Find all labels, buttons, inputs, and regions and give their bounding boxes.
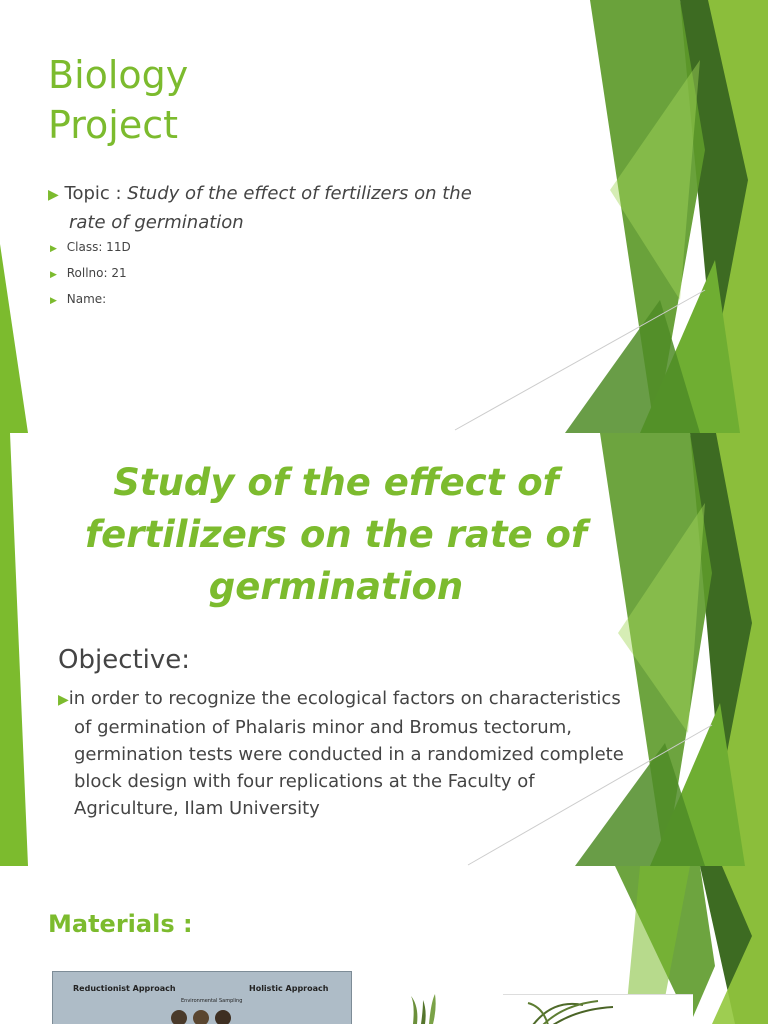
materials-heading: Materials : xyxy=(48,910,193,938)
title-line-2: fertilizers on the rate of xyxy=(85,513,587,556)
triangle-right-icon: ▶ xyxy=(48,187,59,203)
body-line-1 xyxy=(58,685,624,714)
slide-3 xyxy=(0,866,768,1024)
grass-plant-image xyxy=(503,994,693,1024)
topic-text-line-1: Study of the effect of fertilizers on the xyxy=(127,183,472,204)
body-line-5: Agriculture, Ilam University xyxy=(74,798,320,819)
topic-text-line-2: rate of germination xyxy=(69,212,244,233)
title-line-2: Project xyxy=(48,103,179,147)
body-line-4: block design with four replications at the Faculty of xyxy=(74,771,535,792)
info-list xyxy=(50,240,131,318)
triangle-right-icon: ▶ xyxy=(50,270,57,280)
triangle-right-icon: ▶ xyxy=(58,692,69,708)
slide-1-title xyxy=(48,50,188,150)
holistic-label: Holistic Approach xyxy=(249,984,329,993)
list-item xyxy=(50,266,131,292)
reductionist-label: Reductionist Approach xyxy=(73,984,176,993)
title-line-3: germination xyxy=(208,565,464,608)
objective-body xyxy=(58,685,624,822)
slide-2-title xyxy=(0,457,672,613)
name-text: Name: xyxy=(66,292,107,306)
class-text: Class: 11D xyxy=(66,240,131,254)
environmental-sampling-label: Environmental Sampling xyxy=(181,998,243,1004)
list-item xyxy=(50,292,131,318)
body-line-1-text: in order to recognize the ecological factors on characteristics xyxy=(68,688,621,709)
sample-icon xyxy=(193,1010,209,1024)
slide-1 xyxy=(0,0,768,433)
body-line-2: of germination of Phalaris minor and Bromus tectorum, xyxy=(74,717,572,738)
sample-icon xyxy=(171,1010,187,1024)
slide-2 xyxy=(0,433,768,866)
rollno-text: Rollno: 21 xyxy=(66,266,127,280)
approach-diagram-image xyxy=(52,971,352,1024)
topic-label: Topic : xyxy=(64,183,128,204)
seed-plant-image xyxy=(395,994,455,1024)
title-line-1: Study of the effect of xyxy=(113,461,559,504)
title-line-1: Biology xyxy=(48,53,189,97)
triangle-right-icon: ▶ xyxy=(50,244,57,254)
triangle-right-icon: ▶ xyxy=(50,296,57,306)
body-line-3: germination tests were conducted in a randomized complete xyxy=(74,744,624,765)
topic-bullet xyxy=(48,180,472,236)
objective-heading: Objective: xyxy=(58,645,191,675)
sample-icon xyxy=(215,1010,231,1024)
list-item xyxy=(50,240,131,266)
